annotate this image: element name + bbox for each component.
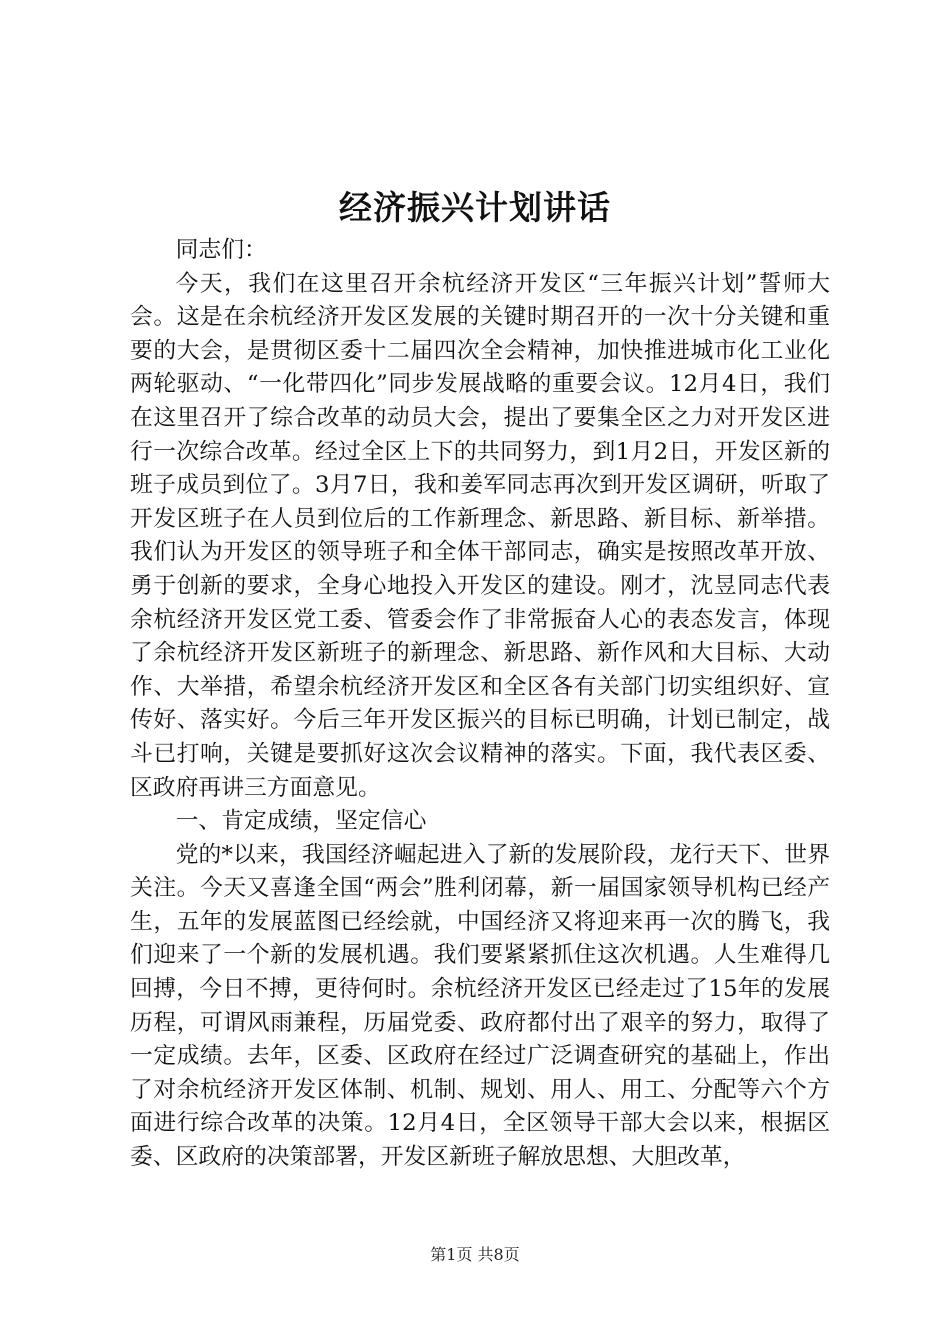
section-heading: 一、肯定成绩，坚定信心 xyxy=(175,808,427,835)
document-body xyxy=(130,234,830,1175)
page-number-footer: 第1页 共8页 xyxy=(430,1245,520,1264)
body-paragraph: 今天，我们在这里召开余杭经济开发区“三年振兴计划”誓师大会。这是在余杭经济开发区发展的关键时期召开的一次十分关键和重要的大会，是贯彻区委十二届四次全会精神，加快推进城市化工业化两轮驱动、“一化带四化”同步发展战略的重要会议。12月4日，我们在这里召开了综合改革的动员大会，提出了要集全区之力对开发区进行一次综合改革。经过全区上下的共同努力，到1月2日，开发区新的班子成员到位了。3月7日，我和姜军同志再次到开发区调研，听取了开发区班子在人员到位后的工作新理念、新思路、新目标、新举措。我们认为开发区的领导班子和全体干部同志，确实是按照改革开放、勇于创新的要求，全身心地投入开发区的建设。刚才，沈昱同志代表余杭经济开发区党工委、管委会作了非常振奋人心的表态发言，体现了余杭经济开发区新班子的新理念、新思路、新作风和大目标、大动作、大举措，希望余杭经济开发区和全区各有关部门切实组织好、宣传好、落实好。今后三年开发区振兴的目标已明确，计划已制定，战斗已打响，关键是要抓好这次会议精神的落实。下面，我代表区委、区政府再讲三方面意见。 xyxy=(130,270,830,801)
document-title: 经济振兴计划讲话 xyxy=(339,188,611,227)
body-paragraph: 党的*以来，我国经济崛起进入了新的发展阶段，龙行天下、世界关注。今天又喜逢全国“两会”胜利闭幕，新一届国家领导机构已经产生，五年的发展蓝图已经绘就，中国经济又将迎来再一次的腾飞，我们迎来了一个新的发展机遇。我们要紧紧抓住这次机遇。人生难得几回搏，今日不搏，更待何时。余杭经济开发区已经走过了15年的发展历程，可谓风雨兼程，历届党委、政府都付出了艰辛的努力，取得了一定成绩。去年，区委、区政府在经过广泛调查研究的基础上，作出了对余杭经济开发区体制、机制、规划、用人、用工、分配等六个方面进行综合改革的决策。12月4日，全区领导干部大会以来，根据区委、区政府的决策部署，开发区新班子解放思想、大胆改革， xyxy=(130,841,830,1171)
salutation-paragraph: 同志们： xyxy=(175,237,267,263)
